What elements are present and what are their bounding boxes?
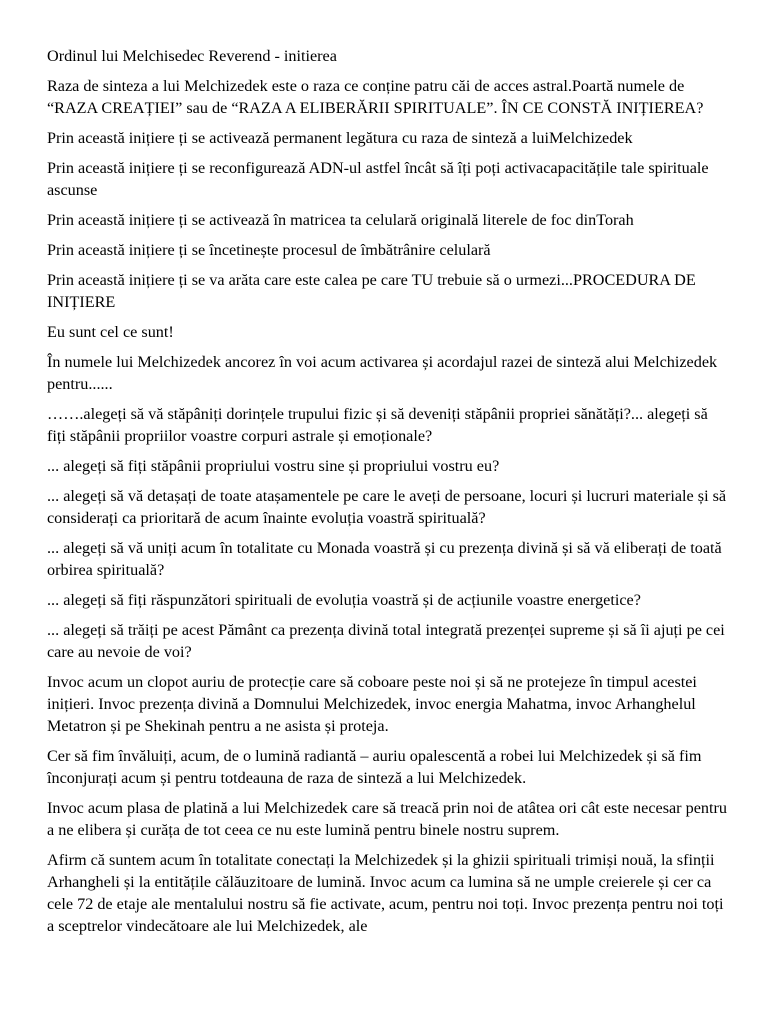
paragraph: Cer să fim învăluiți, acum, de o lumină radiantă – auriu opalescentă a robei lui Melchizedek și să fim înconjurați acum și pentru totdeauna de raza de sinteză a lui Melchizedek. [47, 747, 702, 787]
paragraph: Raza de sinteza a lui Melchizedek este o raza ce conține patru căi de acces astral.Poartă numele de “RAZA CREAȚIEI” sau de “RAZA A ELIBERĂRII SPIRITUALE”. ÎN CE CONSTĂ INIȚIEREA? [47, 77, 704, 117]
paragraph: Prin această inițiere ți se încetinește procesul de îmbătrânire celulară [47, 241, 491, 259]
document-body [47, 45, 727, 945]
document-title: Ordinul lui Melchisedec Reverend - initierea [47, 47, 337, 65]
paragraph: În numele lui Melchizedek ancorez în voi acum activarea și acordajul razei de sinteză alui Melchizedek pentru...... [47, 353, 718, 393]
paragraph: Prin această inițiere ți se reconfigurează ADN-ul astfel încât să îți poți activacapacitățile tale spirituale ascunse [47, 159, 709, 199]
paragraph: ... alegeți să trăiți pe acest Pământ ca prezența divină total integrată prezenței supreme și să îi ajuți pe cei care au nevoie de voi? [47, 621, 725, 661]
paragraph: Invoc acum plasa de platină a lui Melchizedek care să treacă prin noi de atâtea ori cât este necesar pentru a ne elibera și curăța de tot ceea ce nu este lumină pentru binele nostru suprem. [47, 799, 727, 839]
paragraph: Afirm că suntem acum în totalitate conectați la Melchizedek și la ghizii spirituali trimiși nouă, la sfinții Arhangheli și la entitățile călăuzitoare de lumină. Invoc acum ca lumina să ne umple creierele și cer ca cele 72 de etaje ale mentalului nostru să fie activate, acum, pentru noi toți. Invoc prezența pentru noi toți a sceptrelor vindecătoare ale lui Melchizedek, ale [47, 851, 724, 935]
paragraph: Prin această inițiere ți se va arăta care este calea pe care TU trebuie să o urmezi...PROCEDURA DE INIȚIERE [47, 271, 696, 311]
paragraph: ... alegeți să fiți stăpânii propriului vostru sine și propriului vostru eu? [47, 457, 500, 475]
paragraph: ... alegeți să vă uniți acum în totalitate cu Monada voastră și cu prezența divină și să vă eliberați de toată orbirea spirituală? [47, 539, 722, 579]
paragraph: Invoc acum un clopot auriu de protecție care să coboare peste noi și să ne protejeze în timpul acestei inițieri. Invoc prezența divină a Domnului Melchizedek, invoc energia Mahatma, invoc Arhanghelul Metatron și pe Shekinah pentru a ne asista și proteja. [47, 673, 697, 735]
paragraph: …….alegeți să vă stăpâniți dorințele trupului fizic și să deveniți stăpânii propriei sănătăți?... alegeți să fiți stăpânii propriilor voastre corpuri astrale și emoționale? [47, 405, 708, 445]
paragraph: ... alegeți să vă detașați de toate atașamentele pe care le aveți de persoane, locuri și lucruri materiale și să considerați ca prioritară de acum înainte evoluția voastră spirituală? [47, 487, 727, 527]
paragraph: ... alegeți să fiți răspunzători spirituali de evoluția voastră și de acțiunile voastre energetice? [47, 591, 641, 609]
paragraph: Prin această inițiere ți se activează permanent legătura cu raza de sinteză a luiMelchizedek [47, 129, 633, 147]
paragraph: Prin această inițiere ți se activează în matricea ta celulară originală literele de foc dinTorah [47, 211, 634, 229]
paragraph: Eu sunt cel ce sunt! [47, 323, 174, 341]
